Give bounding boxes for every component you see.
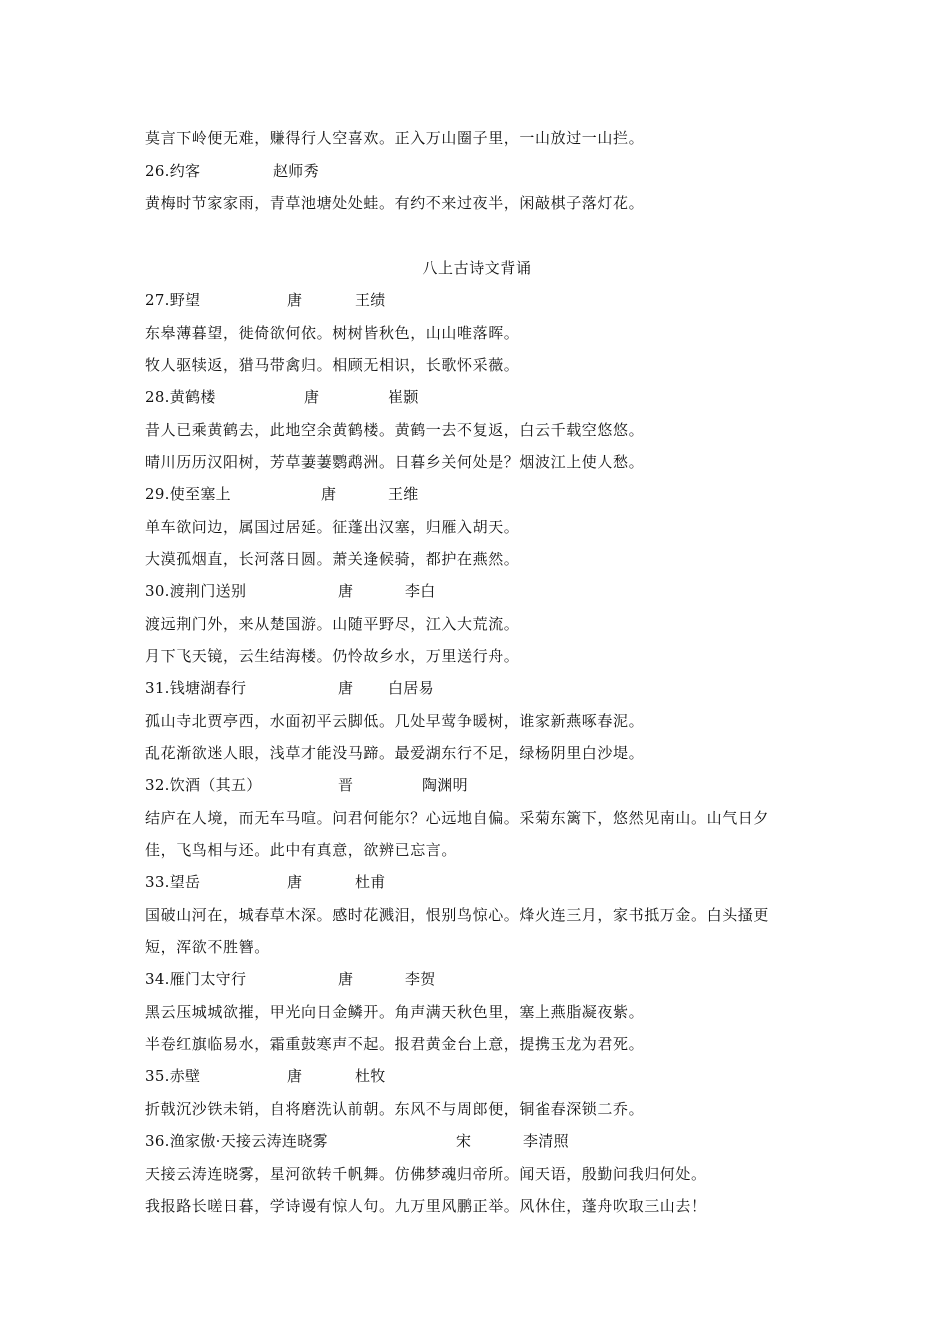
poem-number-title: 34.雁门太守行 [145, 970, 247, 988]
poem-author: 李清照 [523, 1132, 569, 1150]
poem-number-title: 29.使至塞上 [145, 485, 231, 503]
poem-dynasty: 唐 [304, 388, 320, 406]
text-line: 渡远荆门外，来从楚国游。山随平野尽，江入大荒流。 [145, 615, 520, 633]
text-line: 昔人已乘黄鹤去，此地空余黄鹤楼。黄鹤一去不复返，白云千载空悠悠。 [145, 421, 645, 439]
text-line: 我报路长嗟日暮，学诗谩有惊人句。九万里风鹏正举。风休住，蓬舟吹取三山去！ [145, 1197, 707, 1215]
text-line: 单车欲问边，属国过居延。征蓬出汉塞，归雁入胡天。 [145, 518, 520, 536]
text-line: 短，浑欲不胜簪。 [145, 938, 270, 956]
poem-number-title: 36.渔家傲·天接云涛连晓雾 [145, 1132, 328, 1150]
poem-author: 杜甫 [355, 873, 386, 891]
poem-author: 崔颢 [388, 388, 419, 406]
poem-dynasty: 宋 [456, 1132, 472, 1150]
poem-dynasty: 唐 [338, 970, 354, 988]
text-line: 东皋薄暮望，徙倚欲何依。树树皆秋色，山山唯落晖。 [145, 324, 520, 342]
text-line: 半卷红旗临易水，霜重鼓寒声不起。报君黄金台上意，提携玉龙为君死。 [145, 1035, 645, 1053]
text-line: 孤山寺北贾亭西，水面初平云脚低。几处早莺争暖树，谁家新燕啄春泥。 [145, 712, 645, 730]
text-line: 结庐在人境，而无车马喧。问君何能尔？心远地自偏。采菊东篱下，悠然见南山。山气日夕 [145, 809, 770, 827]
text-line: 国破山河在，城春草木深。感时花溅泪，恨别鸟惊心。烽火连三月，家书抵万金。白头搔更 [145, 906, 770, 924]
poem-dynasty: 唐 [287, 873, 303, 891]
poem-number-title: 35.赤壁 [145, 1067, 201, 1085]
text-line: 乱花渐欲迷人眼，浅草才能没马蹄。最爱湖东行不足，绿杨阴里白沙堤。 [145, 744, 645, 762]
text-line: 晴川历历汉阳树，芳草萋萋鹦鹉洲。日暮乡关何处是？烟波江上使人愁。 [145, 453, 645, 471]
poem-dynasty: 唐 [287, 1067, 303, 1085]
text-line: 天接云涛连晓雾，星河欲转千帆舞。仿佛梦魂归帝所。闻天语，殷勤问我归何处。 [145, 1165, 707, 1183]
poem-author: 白居易 [388, 679, 434, 697]
poem-number-title: 33.望岳 [145, 873, 201, 891]
text-line: 月下飞天镜，云生结海楼。仍怜故乡水，万里送行舟。 [145, 647, 520, 665]
poem-author: 陶渊明 [422, 776, 468, 794]
text-line: 佳，飞鸟相与还。此中有真意，欲辨已忘言。 [145, 841, 458, 859]
poem-number-title: 28.黄鹤楼 [145, 388, 216, 406]
poem-number-title: 30.渡荆门送别 [145, 582, 247, 600]
poem-author: 李白 [405, 582, 436, 600]
text-line: 大漠孤烟直，长河落日圆。萧关逢候骑，都护在燕然。 [145, 550, 520, 568]
poem-author: 赵师秀 [273, 162, 319, 180]
poem-author: 李贺 [405, 970, 436, 988]
poem-number-title: 27.野望 [145, 291, 201, 309]
poem-number-title: 31.钱塘湖春行 [145, 679, 247, 697]
text-line: 折戟沉沙铁未销，自将磨洗认前朝。东风不与周郎便，铜雀春深锁二乔。 [145, 1100, 645, 1118]
poem-author: 王维 [388, 485, 419, 503]
poem-number-title: 32.饮酒（其五） [145, 776, 262, 794]
text-line: 黑云压城城欲摧，甲光向日金鳞开。角声满天秋色里，塞上燕脂凝夜紫。 [145, 1003, 645, 1021]
text-line: 黄梅时节家家雨，青草池塘处处蛙。有约不来过夜半，闲敲棋子落灯花。 [145, 194, 645, 212]
poem-dynasty: 唐 [338, 679, 354, 697]
poem-dynasty: 晋 [338, 776, 354, 794]
poem-author: 杜牧 [355, 1067, 386, 1085]
text-line: 莫言下岭便无难，赚得行人空喜欢。正入万山圈子里，一山放过一山拦。 [145, 129, 645, 147]
poem-dynasty: 唐 [287, 291, 303, 309]
section-heading: 八上古诗文背诵 [422, 259, 532, 277]
poem-dynasty: 唐 [321, 485, 337, 503]
poem-number-title: 26.约客 [145, 162, 201, 180]
text-line: 牧人驱犊返，猎马带禽归。相顾无相识，长歌怀采薇。 [145, 356, 520, 374]
poem-author: 王绩 [355, 291, 386, 309]
poem-dynasty: 唐 [338, 582, 354, 600]
